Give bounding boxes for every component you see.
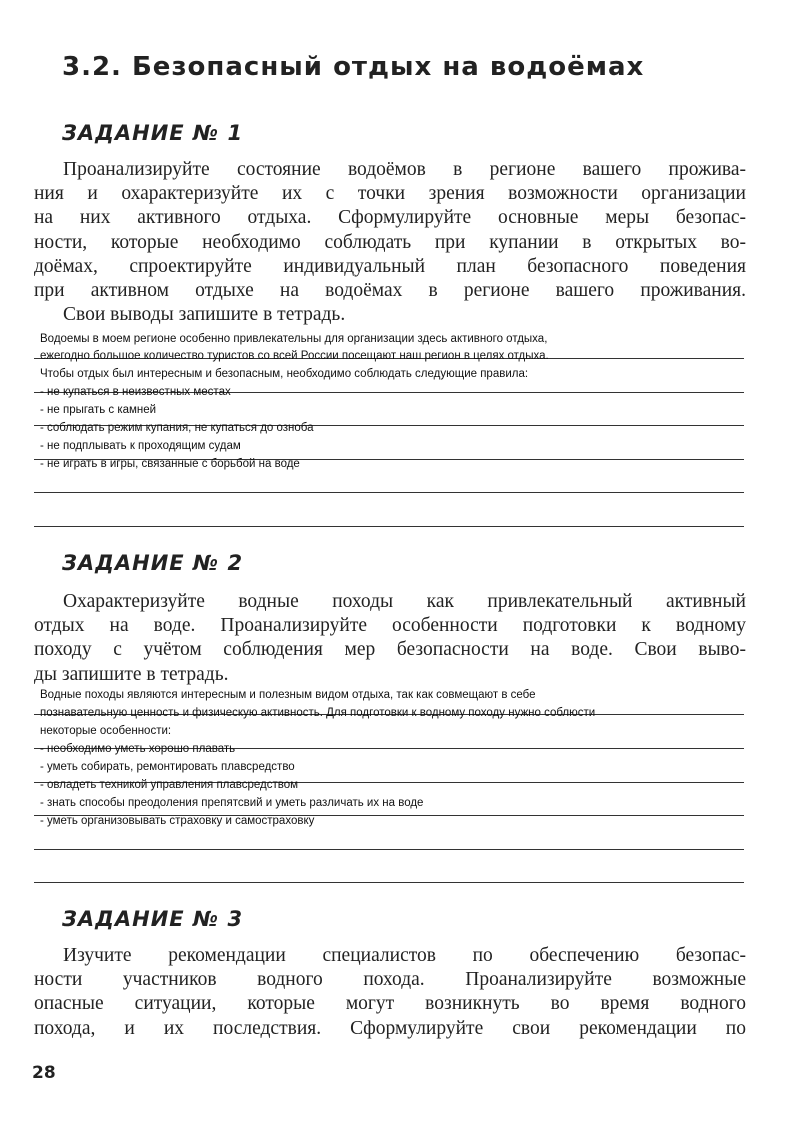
task-1-answer-text: - не купаться в неизвестных местах	[40, 386, 231, 398]
task-2-answer-text: познавательную ценность и физическую активность. Для подготовки к водному походу нужно соблюсти	[40, 707, 596, 719]
task-1-line: при активном отдыхе на водоёмах в регионе вашего проживания.	[34, 280, 746, 302]
task-2-line: походу с учётом соблюдения мер безопасности на воде. Свои выво-	[34, 639, 746, 661]
task-3-line: похода, и их последствия. Сформулируйте свои рекомендации по	[34, 1017, 746, 1039]
task-2-answer-text: - уметь собирать, ремонтировать плавсредство	[40, 761, 295, 773]
task-2-line: ды запишите в тетрадь.	[34, 663, 229, 685]
task-1-answer-text: - соблюдать режим купания, не купаться до озноба	[40, 422, 314, 434]
task-1-line: Свои выводы запишите в тетрадь.	[63, 304, 346, 326]
task-2-line: Охарактеризуйте водные походы как привлекательный активный	[63, 591, 746, 612]
task-2-answer-text: - необходимо уметь хорошо плавать	[40, 743, 236, 755]
task-1-answer-text: ежегодно большое количество туристов со всей России посещают наш регион в целях отдыха.	[40, 350, 549, 362]
task-1-answer-text: - не прыгать с камней	[40, 404, 157, 416]
answer-rule	[34, 882, 744, 883]
task-2-answer-text: - овладеть техникой управления плавсредством	[40, 779, 299, 791]
page-number: 28	[32, 1063, 56, 1083]
task-1-line: ния и охарактеризуйте их с точки зрения возможности организации	[34, 183, 746, 205]
section-title: 3.2. Безопасный отдых на водоёмах	[62, 52, 645, 82]
task-1-line: Проанализируйте состояние водоёмов в регионе вашего прожива-	[63, 159, 746, 180]
task-3-line: ности участников водного похода. Проанализируйте возможные	[34, 969, 746, 991]
task-2-line: отдых на воде. Проанализируйте особенности подготовки к водному	[34, 615, 746, 637]
task-2-answer-text: - уметь организовывать страховку и самостраховку	[40, 815, 315, 827]
task-1-heading: ЗАДАНИЕ № 1	[62, 121, 244, 145]
answer-rule	[34, 492, 744, 493]
task-3-heading: ЗАДАНИЕ № 3	[62, 907, 244, 931]
task-3-line: опасные ситуации, которые могут возникнуть во время водного	[34, 993, 746, 1015]
task-2-heading: ЗАДАНИЕ № 2	[62, 551, 244, 575]
task-2-answer-text: Водные походы являются интересным и полезным видом отдыха, так как совмещают в себе	[40, 689, 536, 701]
task-3-text	[34, 944, 746, 1041]
task-1-answer-text: Чтобы отдых был интересным и безопасным, необходимо соблюдать следующие правила:	[40, 368, 529, 380]
task-2-text	[34, 590, 746, 687]
task-1-answer-text: Водоемы в моем регионе особенно привлекательны для организации здесь активного отдыха,	[40, 333, 548, 345]
answer-rule	[34, 849, 744, 850]
task-1-line: на них активного отдыха. Сформулируйте основные меры безопас-	[34, 207, 746, 229]
task-1-answer-text: - не подплывать к проходящим судам	[40, 440, 241, 452]
task-3-line: Изучите рекомендации специалистов по обеспечению безопас-	[63, 945, 746, 966]
task-1-answer-text: - не играть в игры, связанные с борьбой на воде	[40, 458, 300, 470]
task-1-text	[34, 158, 746, 327]
answer-rule	[34, 526, 744, 527]
task-1-line: доёмах, спроектируйте индивидуальный план безопасного поведения	[34, 255, 746, 277]
task-1-line: ности, которые необходимо соблюдать при купании в открытых во-	[34, 231, 746, 253]
task-2-answer-text: некоторые особенности:	[40, 725, 172, 737]
task-2-answer-text: - знать способы преодоления препятсвий и уметь различать их на воде	[40, 797, 424, 809]
